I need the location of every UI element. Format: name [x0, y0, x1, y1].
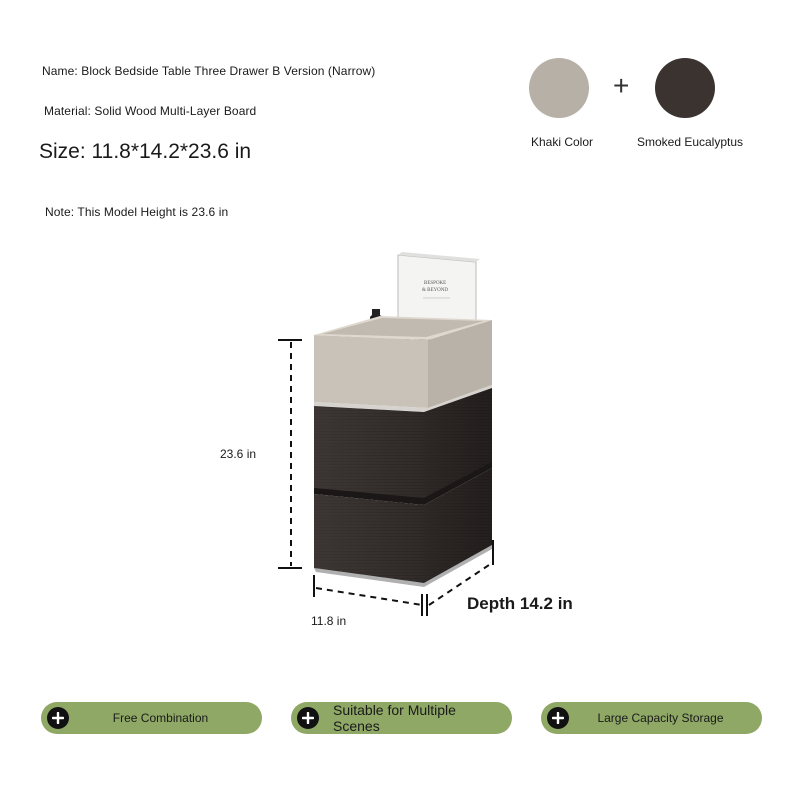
top-tray — [314, 316, 492, 408]
model-height-note: Note: This Model Height is 23.6 in — [45, 205, 229, 219]
feature-free-combination — [41, 702, 262, 734]
feature-label — [319, 702, 512, 734]
product-size: Size: 11.8*14.2*23.6 in — [39, 140, 252, 163]
feature-label: Large Capacity Storage — [597, 711, 724, 725]
book-title-line2: & BEYOND — [422, 288, 448, 293]
width-label: 11.8 in — [311, 614, 347, 628]
feature-large-capacity — [541, 702, 762, 734]
feature-label-line1: Suitable for Multiple — [333, 702, 456, 718]
book-title-line1: BESPOKE — [424, 281, 447, 286]
height-dimension — [278, 340, 302, 568]
feature-label: Free Combination — [112, 711, 209, 725]
khaki-label: Khaki Color — [530, 135, 594, 149]
product-material: Material: Solid Wood Multi-Layer Board — [44, 104, 257, 118]
plus-icon — [297, 707, 319, 729]
product-name: Name: Block Bedside Table Three Drawer B Version (Narrow) — [42, 64, 376, 78]
depth-label: Depth 14.2 in — [467, 594, 573, 613]
feature-label-line2: Scenes — [333, 718, 380, 734]
height-label: 23.6 in — [220, 447, 257, 461]
smoked-eucalyptus-label: Smoked Eucalyptus — [636, 135, 744, 149]
plus-icon: + — [613, 70, 630, 101]
feature-multiple-scenes — [291, 702, 512, 734]
plus-icon — [547, 707, 569, 729]
plus-icon — [47, 707, 69, 729]
